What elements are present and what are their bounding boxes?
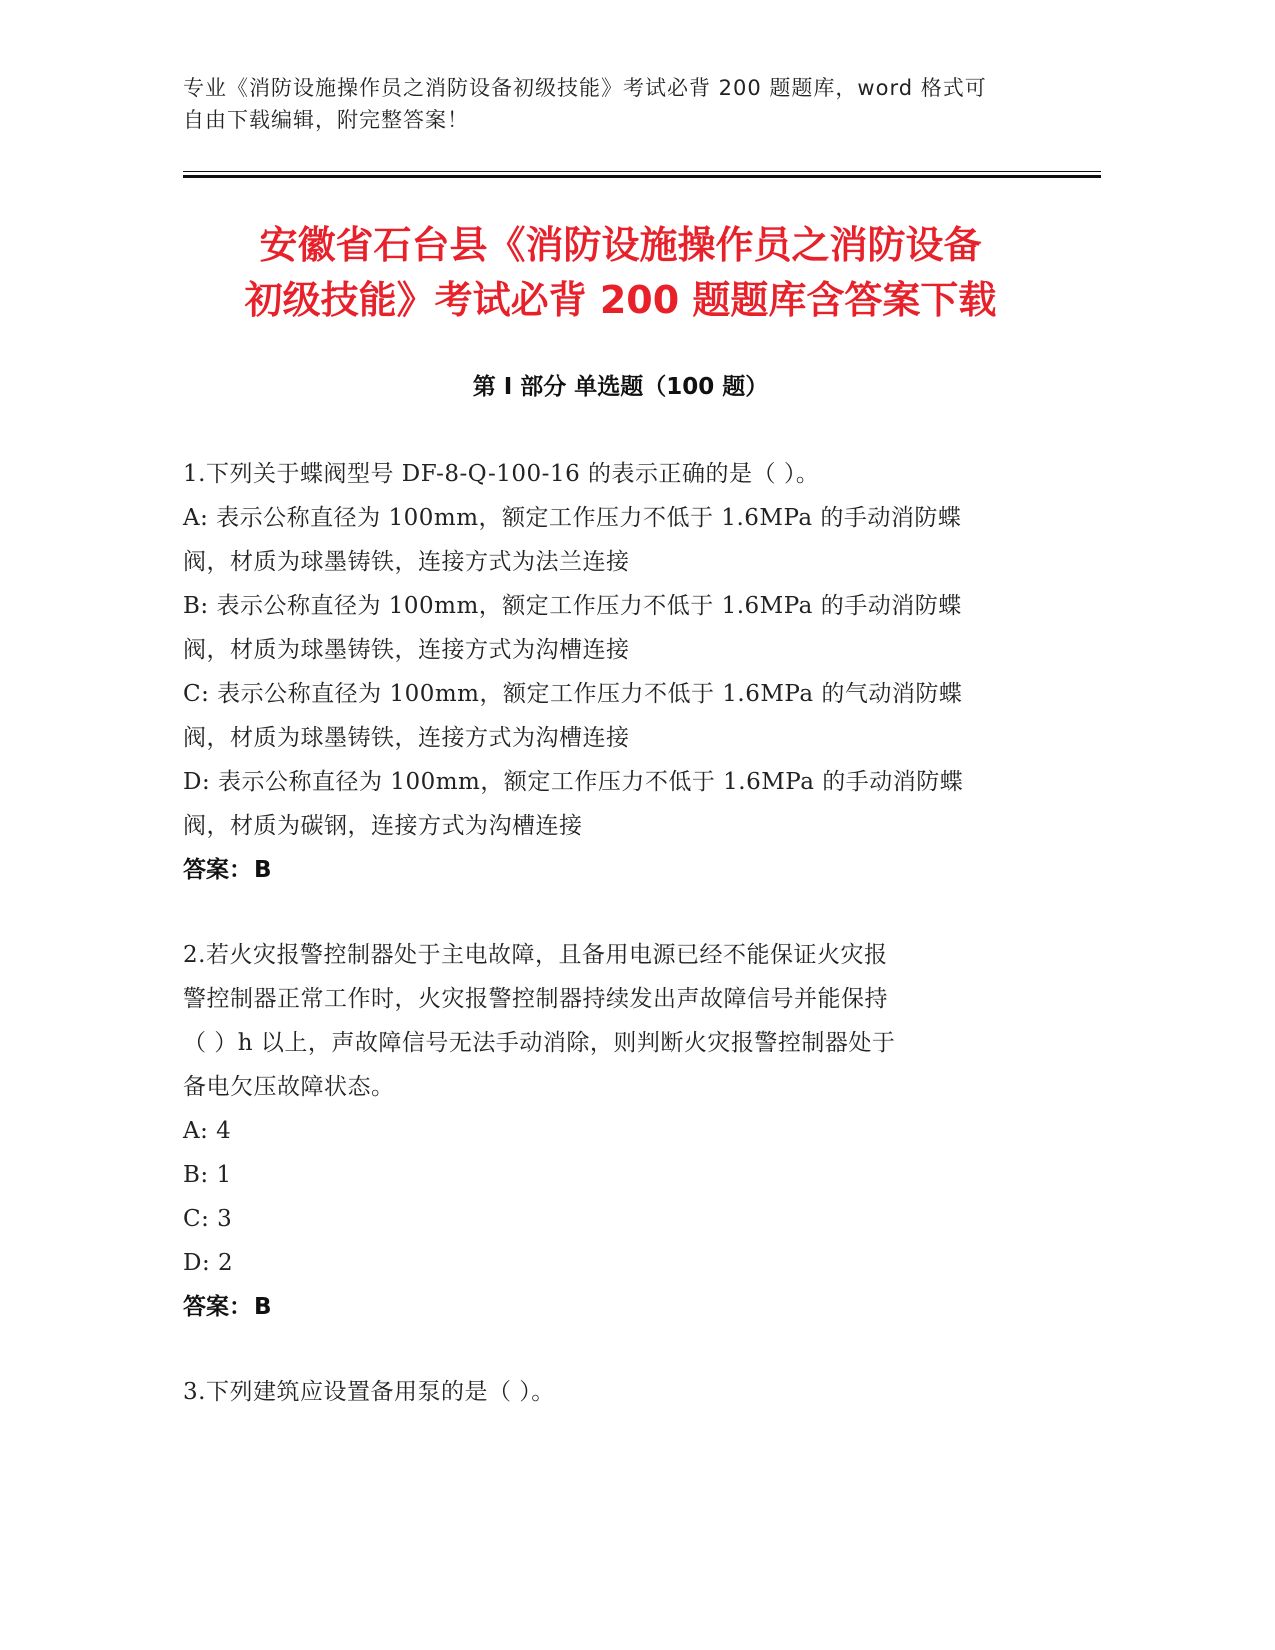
question-stem-line: 警控制器正常工作时，火灾报警控制器持续发出声故障信号并能保持 bbox=[183, 986, 888, 1012]
option-line: 阀，材质为碳钢，连接方式为沟槽连接 bbox=[183, 813, 583, 839]
option-line: B: 表示公称直径为 100mm，额定工作压力不低于 1.6MPa 的手动消防蝶 bbox=[183, 593, 962, 619]
question-spacer bbox=[183, 892, 1053, 933]
question-spacer bbox=[183, 1329, 1053, 1370]
answer-value: B bbox=[254, 857, 272, 883]
option-line: 阀，材质为球墨铸铁，连接方式为沟槽连接 bbox=[183, 637, 630, 663]
section-heading: 第 I 部分 单选题（100 题） bbox=[472, 374, 769, 400]
answer-label: 答案： bbox=[183, 857, 252, 883]
answer-line bbox=[183, 1285, 1053, 1329]
option-line: D: 表示公称直径为 100mm，额定工作压力不低于 1.6MPa 的手动消防蝶 bbox=[183, 769, 964, 795]
question-list bbox=[183, 452, 1053, 1414]
header-line-1: 专业《消防设施操作员之消防设备初级技能》考试必背 200 题题库，word 格式可 bbox=[183, 76, 987, 100]
header-line-2: 自由下载编辑，附完整答案！ bbox=[183, 108, 469, 132]
option-line: C: 表示公称直径为 100mm，额定工作压力不低于 1.6MPa 的气动消防蝶 bbox=[183, 681, 963, 707]
question-block bbox=[183, 1370, 1053, 1414]
answer-value: B bbox=[254, 1294, 272, 1320]
option-line: 阀，材质为球墨铸铁，连接方式为沟槽连接 bbox=[183, 725, 630, 751]
question-block bbox=[183, 452, 1053, 933]
option-line: A: 表示公称直径为 100mm，额定工作压力不低于 1.6MPa 的手动消防蝶 bbox=[183, 505, 962, 531]
question-stem-line: （ ）h 以上，声故障信号无法手动消除，则判断火灾报警控制器处于 bbox=[183, 1030, 896, 1056]
question-stem-line: 2.若火灾报警控制器处于主电故障，且备用电源已经不能保证火灾报 bbox=[183, 942, 888, 968]
option-line: A: 4 bbox=[183, 1118, 232, 1144]
title-line-1: 安徽省石台县《消防设施操作员之消防设备 bbox=[259, 223, 982, 267]
option-line: C: 3 bbox=[183, 1206, 233, 1232]
question-stem-line: 3.下列建筑应设置备用泵的是（ ）。 bbox=[183, 1379, 555, 1405]
option-line: B: 1 bbox=[183, 1162, 232, 1188]
header-divider-thin bbox=[183, 171, 1101, 172]
document-header bbox=[183, 72, 1063, 136]
question-stem-line: 1.下列关于蝶阀型号 DF-8-Q-100-16 的表示正确的是（ ）。 bbox=[183, 461, 820, 487]
header-divider-thick bbox=[183, 175, 1101, 178]
question-stem-line: 备电欠压故障状态。 bbox=[183, 1074, 395, 1100]
answer-label: 答案： bbox=[183, 1294, 252, 1320]
document-title bbox=[183, 218, 1058, 328]
option-line: 阀，材质为球墨铸铁，连接方式为法兰连接 bbox=[183, 549, 630, 575]
option-line: D: 2 bbox=[183, 1250, 234, 1276]
answer-line bbox=[183, 848, 1053, 892]
question-block bbox=[183, 933, 1053, 1370]
title-line-2: 初级技能》考试必背 200 题题库含答案下载 bbox=[244, 278, 997, 322]
